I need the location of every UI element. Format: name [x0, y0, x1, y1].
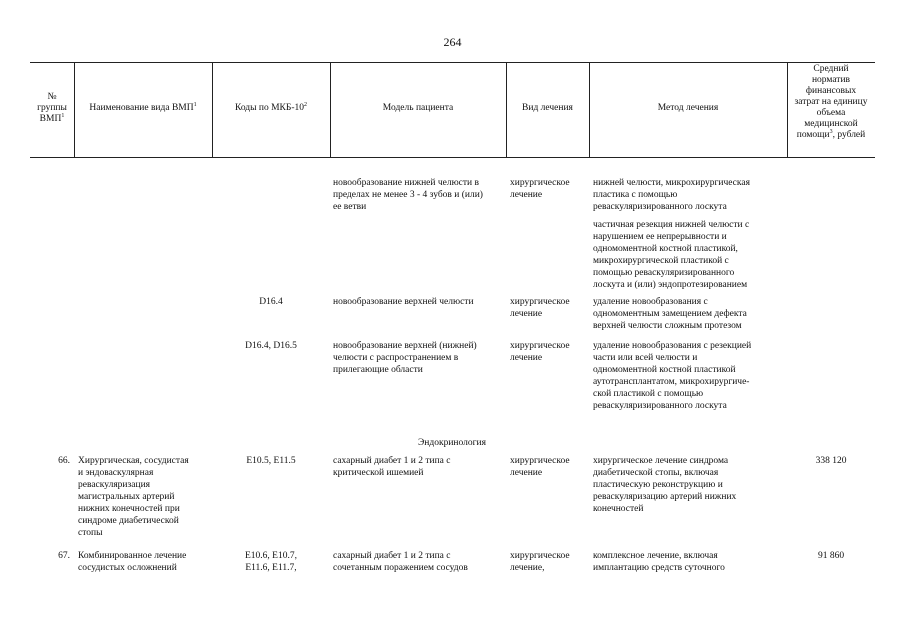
table-header-bottom-border [30, 157, 875, 158]
cont1-model: новообразование нижней челюсти в пределах не менее 3 - 4 зубов и (или) ее ветви [333, 178, 483, 212]
row67-codes: E10.6, E10.7, E11.6, E11.7, [245, 551, 297, 573]
d164-method: удаление новообразования с одномоментным замещением дефекта верхней челюсти сложным протезом [593, 297, 747, 331]
header-icd-codes: Коды по МКБ-$10^2$ [234, 101, 308, 113]
header-cost-norm: Средний норматив финансовых затрат на единицу объема медицинской помощи$^3$, рублей [794, 64, 868, 140]
header-vmp-name: Наименование вида ВМП$^1$ [89, 101, 197, 113]
cont1-method: нижней челюсти, микрохирургическая пластика с помощью реваскуляризированного лоскута [593, 178, 750, 212]
d165-codes: D16.4, D16.5 [245, 341, 297, 351]
header-group-no: № группы ВМП$^1$ [37, 92, 67, 124]
header-treatment-method: Метод лечения [657, 103, 719, 113]
row66-cost: 338 120 [815, 456, 847, 466]
section-title: Эндокринология [418, 438, 486, 448]
cont2-method: частичная резекция нижней челюсти с нарушением ее непрерывности и одномоментной костной пластикой, микрохирургической пластикой с помощью реваскуляризированного лоскута и (или) эндопротезированием [593, 220, 750, 290]
row67-name: Комбинированное лечение сосудистых осложнений [78, 551, 187, 573]
row67-model: сахарный диабет 1 и 2 типа с сочетанным поражением сосудов [333, 551, 468, 573]
header-patient-model: Модель пациента [382, 103, 454, 113]
row66-no: 66. [58, 456, 70, 466]
d164-codes: D16.4 [259, 297, 283, 307]
d165-type: хирургическое лечение [510, 341, 570, 363]
d165-model: новообразование верхней (нижней) челюсти с распространением в прилегающие области [333, 341, 477, 375]
d165-method: удаление новообразования с резекцией части или всей челюсти и одномоментной костной пластикой аутотрансплантатом, микрохирургиче- ской пластикой с помощью реваскуляризированного лоскута [593, 341, 752, 411]
d164-type: хирургическое лечение [510, 297, 570, 319]
cont1-type: хирургическое лечение [510, 178, 570, 200]
row67-cost: 91 860 [817, 551, 845, 561]
row67-method: комплексное лечение, включая имплантацию средств суточного [593, 551, 725, 573]
row66-codes: E10.5, E11.5 [246, 456, 296, 466]
row66-name: Хирургическая, сосудистая и эндоваскулярная реваскуляризация магистральных артерий нижних конечностей при синдроме диабетической стопы [78, 456, 189, 538]
header-treatment-type: Вид лечения [522, 103, 573, 113]
table-top-border [30, 62, 875, 63]
row66-type: хирургическое лечение [510, 456, 570, 478]
row67-no: 67. [58, 551, 70, 561]
row67-type: хирургическое лечение, [510, 551, 570, 573]
d164-model: новообразование верхней челюсти [333, 297, 474, 307]
page-number: 264 [443, 35, 462, 49]
row66-model: сахарный диабет 1 и 2 типа с критической ишемией [333, 456, 451, 478]
row66-method: хирургическое лечение синдрома диабетической стопы, включая пластическую реконструкцию и реваскуляризацию артерий нижних конечностей [593, 456, 737, 514]
